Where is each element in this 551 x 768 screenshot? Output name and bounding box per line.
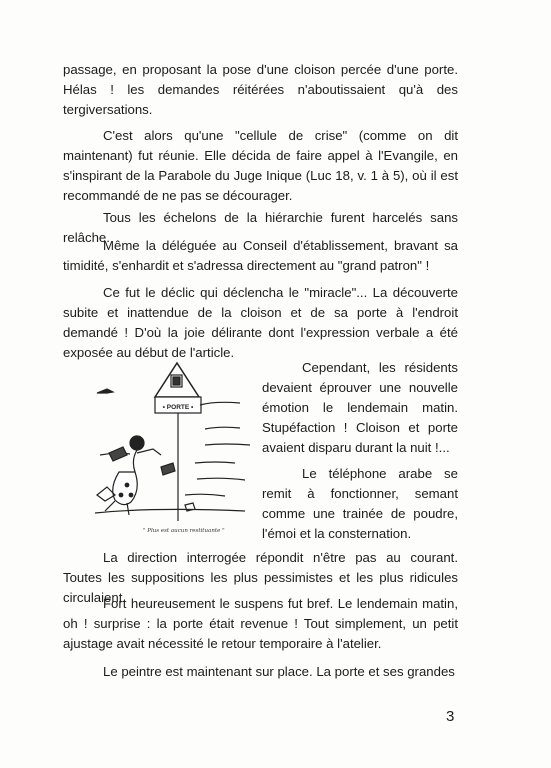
paragraph: Le peintre est maintenant sur place. La porte et ses grandes (103, 664, 455, 679)
page-number: 3 (446, 708, 455, 725)
paragraph: Cependant, les résidents devaient éprouver une nouvelle émotion le lendemain matin. Stupéfaction ! Cloison et porte avaient disparu durant la nuit !... (262, 360, 458, 455)
sign-label: • PORTE • (162, 404, 194, 411)
cartoon-illustration (85, 345, 263, 545)
paragraph: Même la déléguée au Conseil d'établissement, bravant sa timidité, s'enhardit et s'adressa directement au "grand patron" ! (63, 238, 458, 273)
illustration-caption: " Plus est aucun restituante " (143, 528, 225, 534)
paragraph: Tous les échelons de la hiérarchie furent harcelés sans relâche. (63, 210, 458, 245)
paragraph: Fort heureusement le suspens fut bref. Le lendemain matin, oh ! surprise : la porte était revenue ! Tout simplement, un petit ajustage avait nécessité le retour temporaire à l'atelier. (63, 596, 458, 651)
paragraph: La direction interrogée répondit n'être pas au courant. Toutes les suppositions les plus pessimistes et les plus ridicules circulaient. (63, 550, 458, 605)
paragraph: passage, en proposant la pose d'une cloison percée d'une porte. Hélas ! les demandes réitérées n'aboutissaient qu'à des tergiversations. (63, 62, 458, 117)
paragraph: Ce fut le déclic qui déclencha le "miracle"... La découverte subite et inattendue de la cloison et de sa porte à l'endroit demandé ! D'où la joie délirante dont l'expression verbale a été exposée au début de l'article. (63, 285, 458, 360)
paragraph: Le téléphone arabe se remit à fonctionner, semant comme une trainée de poudre, l'émoi et la consternation. (262, 466, 458, 541)
paragraph: C'est alors qu'une "cellule de crise" (comme on dit maintenant) fut réunie. Elle décida de faire appel à l'Evangile, en s'inspirant de la Parabole du Juge Inique (Luc 18, v. 1 à 5), où il est recommandé de ne pas se décourager. (63, 128, 458, 203)
